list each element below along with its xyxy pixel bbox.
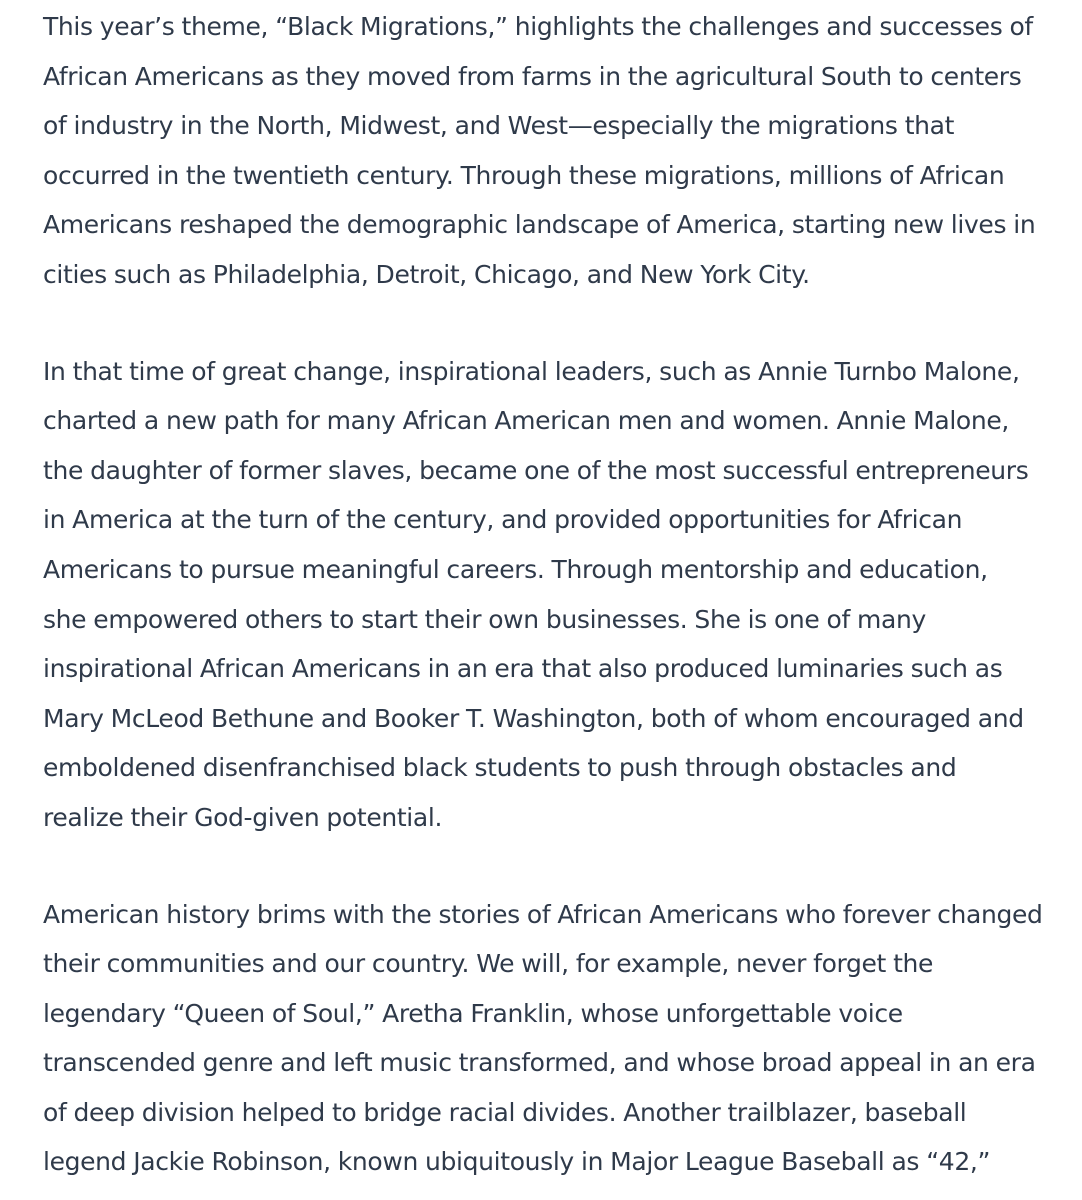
paragraph-american-history [43, 890, 1073, 1188]
text-line: transcended genre and left music transformed, and whose broad appeal in an era [43, 1048, 1036, 1078]
text-line: American history brims with the stories of African Americans who forever changed [43, 899, 1043, 929]
text-line: Americans reshaped the demographic landscape of America, starting new lives in [43, 210, 1036, 240]
paragraph-black-migrations [43, 2, 1073, 300]
text-line: inspirational African Americans in an era that also produced luminaries such as [43, 654, 1003, 684]
text-line: This year’s theme, “Black Migrations,” highlights the challenges and successes of [43, 12, 1033, 41]
text-line: she empowered others to start their own businesses. She is one of many [43, 604, 926, 634]
text-line: Mary McLeod Bethune and Booker T. Washington, both of whom encouraged and [43, 703, 1024, 733]
text-line: of industry in the North, Midwest, and West—especially the migrations that [43, 111, 955, 141]
text-line: In that time of great change, inspirational leaders, such as Annie Turnbo Malone, [43, 356, 1020, 386]
text-line: occurred in the twentieth century. Through these migrations, millions of African [43, 160, 1005, 190]
text-line: realize their God-given potential. [43, 802, 443, 832]
article-body [43, 2, 1073, 1187]
paragraph-annie-malone [43, 347, 1073, 843]
text-line: legend Jackie Robinson, known ubiquitously in Major League Baseball as “42,” [43, 1147, 991, 1177]
text-line: of deep division helped to bridge racial divides. Another trailblazer, baseball [43, 1097, 967, 1127]
text-line: cities such as Philadelphia, Detroit, Chicago, and New York City. [43, 259, 810, 289]
text-line: emboldened disenfranchised black students to push through obstacles and [43, 753, 957, 783]
text-line: legendary “Queen of Soul,” Aretha Franklin, whose unforgettable voice [43, 998, 903, 1028]
text-line: in America at the turn of the century, and provided opportunities for African [43, 505, 963, 535]
text-line: charted a new path for many African American men and women. Annie Malone, [43, 406, 1009, 436]
text-line: Americans to pursue meaningful careers. Through mentorship and education, [43, 554, 988, 584]
text-line: the daughter of former slaves, became one of the most successful entrepreneurs [43, 455, 1029, 485]
text-line: their communities and our country. We will, for example, never forget the [43, 949, 934, 979]
text-line: African Americans as they moved from farms in the agricultural South to centers [43, 61, 1022, 91]
